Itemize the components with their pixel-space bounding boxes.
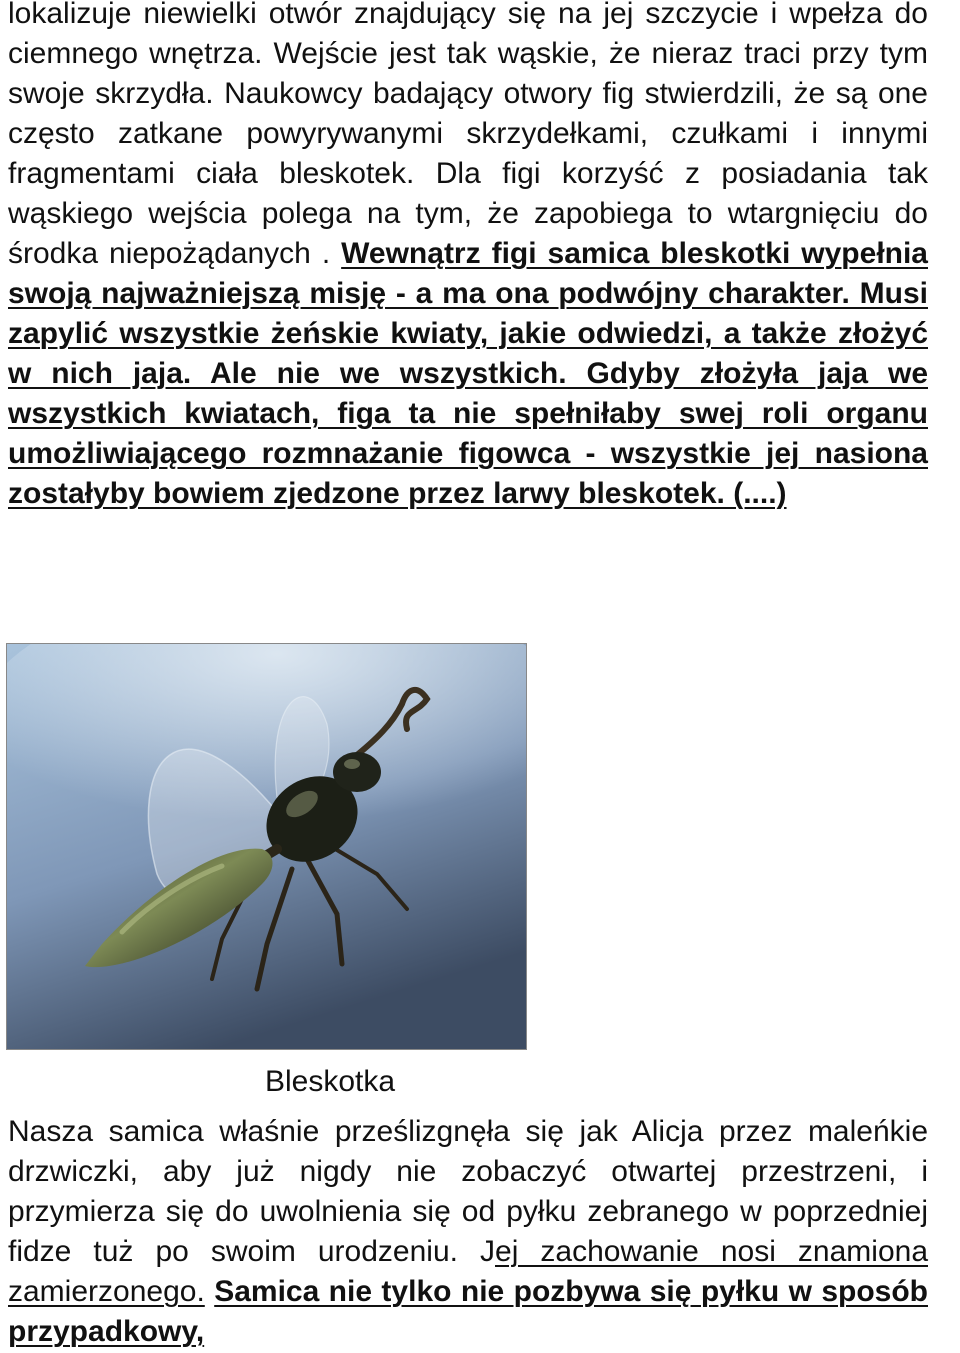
paragraph-1-emphasis: Wewnątrz figi samica bleskotki wypełnia swoją najważniejszą misję - a ma ona podwójny charakter. Musi zapylić wszystkie żeńskie kwiaty, jakie odwiedzi, a także złożyć w nich jaja. Ale nie we wszystkich. Gdyby złożyła jaja we wszystkich kwiatach, figa ta nie spełniłaby swej roli organu umożliwiającego rozmnażanie figowca - wszystkie jej nasiona zostałyby bowiem zjedzone przez larwy bleskotek. (....) [8,237,928,510]
paragraph-1-plain: lokalizuje niewielki otwór znajdujący się na jej szczycie i wpełza do ciemnego wnętrza. Wejście jest tak wąskie, że nieraz traci przy tym swoje skrzydła. Naukowcy badający otwory fig stwierdzili, że są one często zatkane powyrywanymi skrzydełkami, czułkami i innymi fragmentami ciała bleskotek. Dla figi korzyść z posiadania tak wąskiego wejścia polega na tym, że zapobiega to wtargnięciu do środka niepożądanych . [8,0,928,270]
paragraph-2-plain: Nasza samica właśnie prześlizgnęła się jak Alicja przez maleńkie drzwiczki, aby już nigdy nie zobaczyć otwartej przestrzeni, i przymierza się do uwolnienia się od pyłku zebranego w poprzedniej fidze tuż po swoim urodzeniu. J [8,1115,928,1268]
paragraph-2-emphasis: Samica nie tylko nie pozbywa się pyłku w sposób przypadkowy, [8,1275,928,1348]
paragraph-1 [8,0,928,514]
wasp-photo [6,643,527,1050]
wasp-illustration [7,644,526,1049]
paragraph-2-space [205,1275,214,1308]
photo-caption: Bleskotka [265,1065,396,1098]
paragraph-2 [8,1112,928,1352]
paragraph-2-underlined: ej zachowanie nosi znamiona zamierzonego. [8,1235,928,1308]
